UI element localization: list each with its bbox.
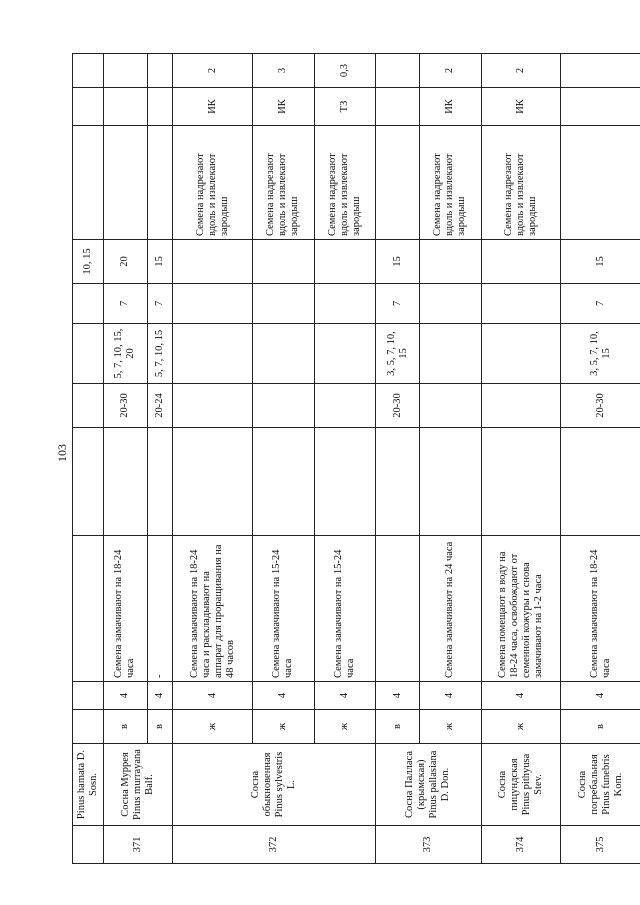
seed-type-cell: ж	[419, 710, 481, 744]
blank-cell	[561, 126, 640, 240]
count-days-cell: 5, 7, 10, 15, 20	[104, 324, 148, 384]
count-days-cell: 3, 5, 7, 10, 15	[561, 324, 640, 384]
blank-cell	[104, 88, 148, 126]
table-cell	[73, 384, 104, 428]
blank-cell: ИК	[173, 88, 253, 126]
first-count-cell: 7	[147, 284, 173, 324]
species-cell: Сосна пицундская Pinus pithyusa Stev.	[481, 744, 561, 826]
blank-cell: ИК	[481, 88, 561, 126]
blank-cell: Семена надрезают вдоль и извлекают зародыш	[481, 126, 561, 240]
temperature-cell: 20-30	[376, 384, 420, 428]
temperature-cell	[314, 384, 376, 428]
pretreatment-cell: Семена замачивают на 15-24 часа	[252, 536, 314, 682]
dose-cell: 4	[173, 682, 253, 710]
first-count-cell	[252, 284, 314, 324]
dose-cell: 4	[481, 682, 561, 710]
final-count-cell	[481, 240, 561, 284]
embryo-method-cell	[147, 54, 173, 88]
blank-cell	[173, 428, 253, 536]
pretreatment-cell: Семена помещают в воду на 18-24 часа, освобождают от семенной кожуры и снова замачивают на 1-2 часа	[481, 536, 561, 682]
blank-cell: Семена надрезают вдоль и извлекают зародыш	[314, 126, 376, 240]
first-count-cell	[173, 284, 253, 324]
embryo-method-cell: 2	[419, 54, 481, 88]
embryo-method-cell	[376, 54, 420, 88]
pretreatment-cell	[376, 536, 420, 682]
embryo-method-cell: 2	[481, 54, 561, 88]
table-cell	[73, 126, 104, 240]
final-count-cell	[252, 240, 314, 284]
seed-type-cell: в	[147, 710, 173, 744]
table-cell	[73, 54, 104, 88]
temperature-cell: 20-30	[561, 384, 640, 428]
first-count-cell: 7	[104, 284, 148, 324]
final-count-cell	[314, 240, 376, 284]
temperature-cell: 20-24	[147, 384, 173, 428]
dose-cell: 4	[561, 682, 640, 710]
seed-type-cell: ж	[314, 710, 376, 744]
dose-cell: 4	[147, 682, 173, 710]
count-days-cell	[252, 324, 314, 384]
blank-cell: Семена надрезают вдоль и извлекают зародыш	[173, 126, 253, 240]
blank-cell: ИК	[252, 88, 314, 126]
first-count-cell: 7	[561, 284, 640, 324]
embryo-method-cell: 0,3	[314, 54, 376, 88]
count-days-cell	[314, 324, 376, 384]
pretreatment-cell: Семена замачивают на 18-24 часа	[104, 536, 148, 682]
table-row	[314, 54, 376, 864]
blank-cell	[252, 428, 314, 536]
table-row	[252, 54, 314, 864]
blank-cell: Семена надрезают вдоль и извлекают зародыш	[419, 126, 481, 240]
temperature-cell	[173, 384, 253, 428]
embryo-method-cell: 2	[173, 54, 253, 88]
final-count-cell: 15	[147, 240, 173, 284]
dose-cell: 4	[376, 682, 420, 710]
table-row	[173, 54, 253, 864]
row-number: 374	[481, 826, 561, 864]
dose-cell: 4	[419, 682, 481, 710]
count-days-cell	[481, 324, 561, 384]
table-cell: 10, 15	[73, 240, 104, 284]
row-number: 371	[104, 826, 173, 864]
species-cell: Pinus hamata D. Sosn.	[73, 744, 104, 826]
dose-cell: 4	[104, 682, 148, 710]
blank-cell	[314, 428, 376, 536]
blank-cell	[376, 428, 420, 536]
blank-cell	[561, 428, 640, 536]
blank-cell	[419, 428, 481, 536]
page-number: 103	[55, 444, 69, 462]
blank-cell	[147, 126, 173, 240]
blank-cell	[481, 428, 561, 536]
seed-testing-table	[72, 54, 640, 864]
seed-type-cell: ж	[173, 710, 253, 744]
final-count-cell: 15	[561, 240, 640, 284]
temperature-cell	[419, 384, 481, 428]
table-cell	[73, 88, 104, 126]
table-row	[104, 54, 148, 864]
pretreatment-cell: Семена замачивают на 15-24 часа	[314, 536, 376, 682]
final-count-cell: 15	[376, 240, 420, 284]
table-cell	[73, 428, 104, 536]
first-count-cell	[314, 284, 376, 324]
blank-cell	[104, 126, 148, 240]
table-cell	[73, 710, 104, 744]
table-row	[561, 54, 640, 864]
blank-cell: Семена надрезают вдоль и извлекают зародыш	[252, 126, 314, 240]
species-cell: Сосна Палласа (крымская) Pinus pallasiana D. Don.	[376, 744, 481, 826]
first-count-cell: 7	[376, 284, 420, 324]
blank-cell	[376, 88, 420, 126]
table-cell	[73, 682, 104, 710]
final-count-cell	[419, 240, 481, 284]
embryo-method-cell: 3	[252, 54, 314, 88]
pretreatment-cell: Семена замачивают на 24 часа	[419, 536, 481, 682]
temperature-cell	[252, 384, 314, 428]
table-cell	[73, 536, 104, 682]
blank-cell	[147, 88, 173, 126]
count-days-cell: 3, 5, 7, 10, 15	[376, 324, 420, 384]
table-cell	[73, 324, 104, 384]
table-cell	[73, 284, 104, 324]
table-cell	[73, 826, 104, 864]
species-cell: Сосна Муррея Pinus murrayana Balf.	[104, 744, 173, 826]
blank-cell	[104, 428, 148, 536]
row-number: 373	[376, 826, 481, 864]
species-cell: Сосна обыкновенная Pinus sylvestris L.	[173, 744, 376, 826]
embryo-method-cell	[104, 54, 148, 88]
pretreatment-cell: -	[147, 536, 173, 682]
final-count-cell: 20	[104, 240, 148, 284]
final-count-cell	[173, 240, 253, 284]
pretreatment-cell: Семена замачивают на 18-24 часа	[561, 536, 640, 682]
seed-type-cell: ж	[252, 710, 314, 744]
embryo-method-cell	[561, 54, 640, 88]
dose-cell: 4	[252, 682, 314, 710]
table-row	[481, 54, 561, 864]
seed-type-cell: в	[376, 710, 420, 744]
seed-type-cell: в	[104, 710, 148, 744]
table-row	[376, 54, 420, 864]
row-number: 372	[173, 826, 376, 864]
first-count-cell	[481, 284, 561, 324]
first-count-cell	[419, 284, 481, 324]
blank-cell	[376, 126, 420, 240]
table-header-row	[73, 54, 104, 864]
dose-cell: 4	[314, 682, 376, 710]
seed-type-cell: в	[561, 710, 640, 744]
blank-cell: ТЗ	[314, 88, 376, 126]
count-days-cell	[173, 324, 253, 384]
row-number: 375	[561, 826, 640, 864]
temperature-cell: 20-30	[104, 384, 148, 428]
blank-cell: ИК	[419, 88, 481, 126]
table-row	[147, 54, 173, 864]
temperature-cell	[481, 384, 561, 428]
table-row	[419, 54, 481, 864]
pretreatment-cell: Семена замачивают на 18-24 часа и раскладывают на аппарат для проращивания на 48 часов	[173, 536, 253, 682]
count-days-cell	[419, 324, 481, 384]
species-cell: Сосна погребальная Pinus funebris Kom.	[561, 744, 640, 826]
count-days-cell: 5, 7, 10, 15	[147, 324, 173, 384]
seed-type-cell: ж	[481, 710, 561, 744]
blank-cell	[561, 88, 640, 126]
blank-cell	[147, 428, 173, 536]
